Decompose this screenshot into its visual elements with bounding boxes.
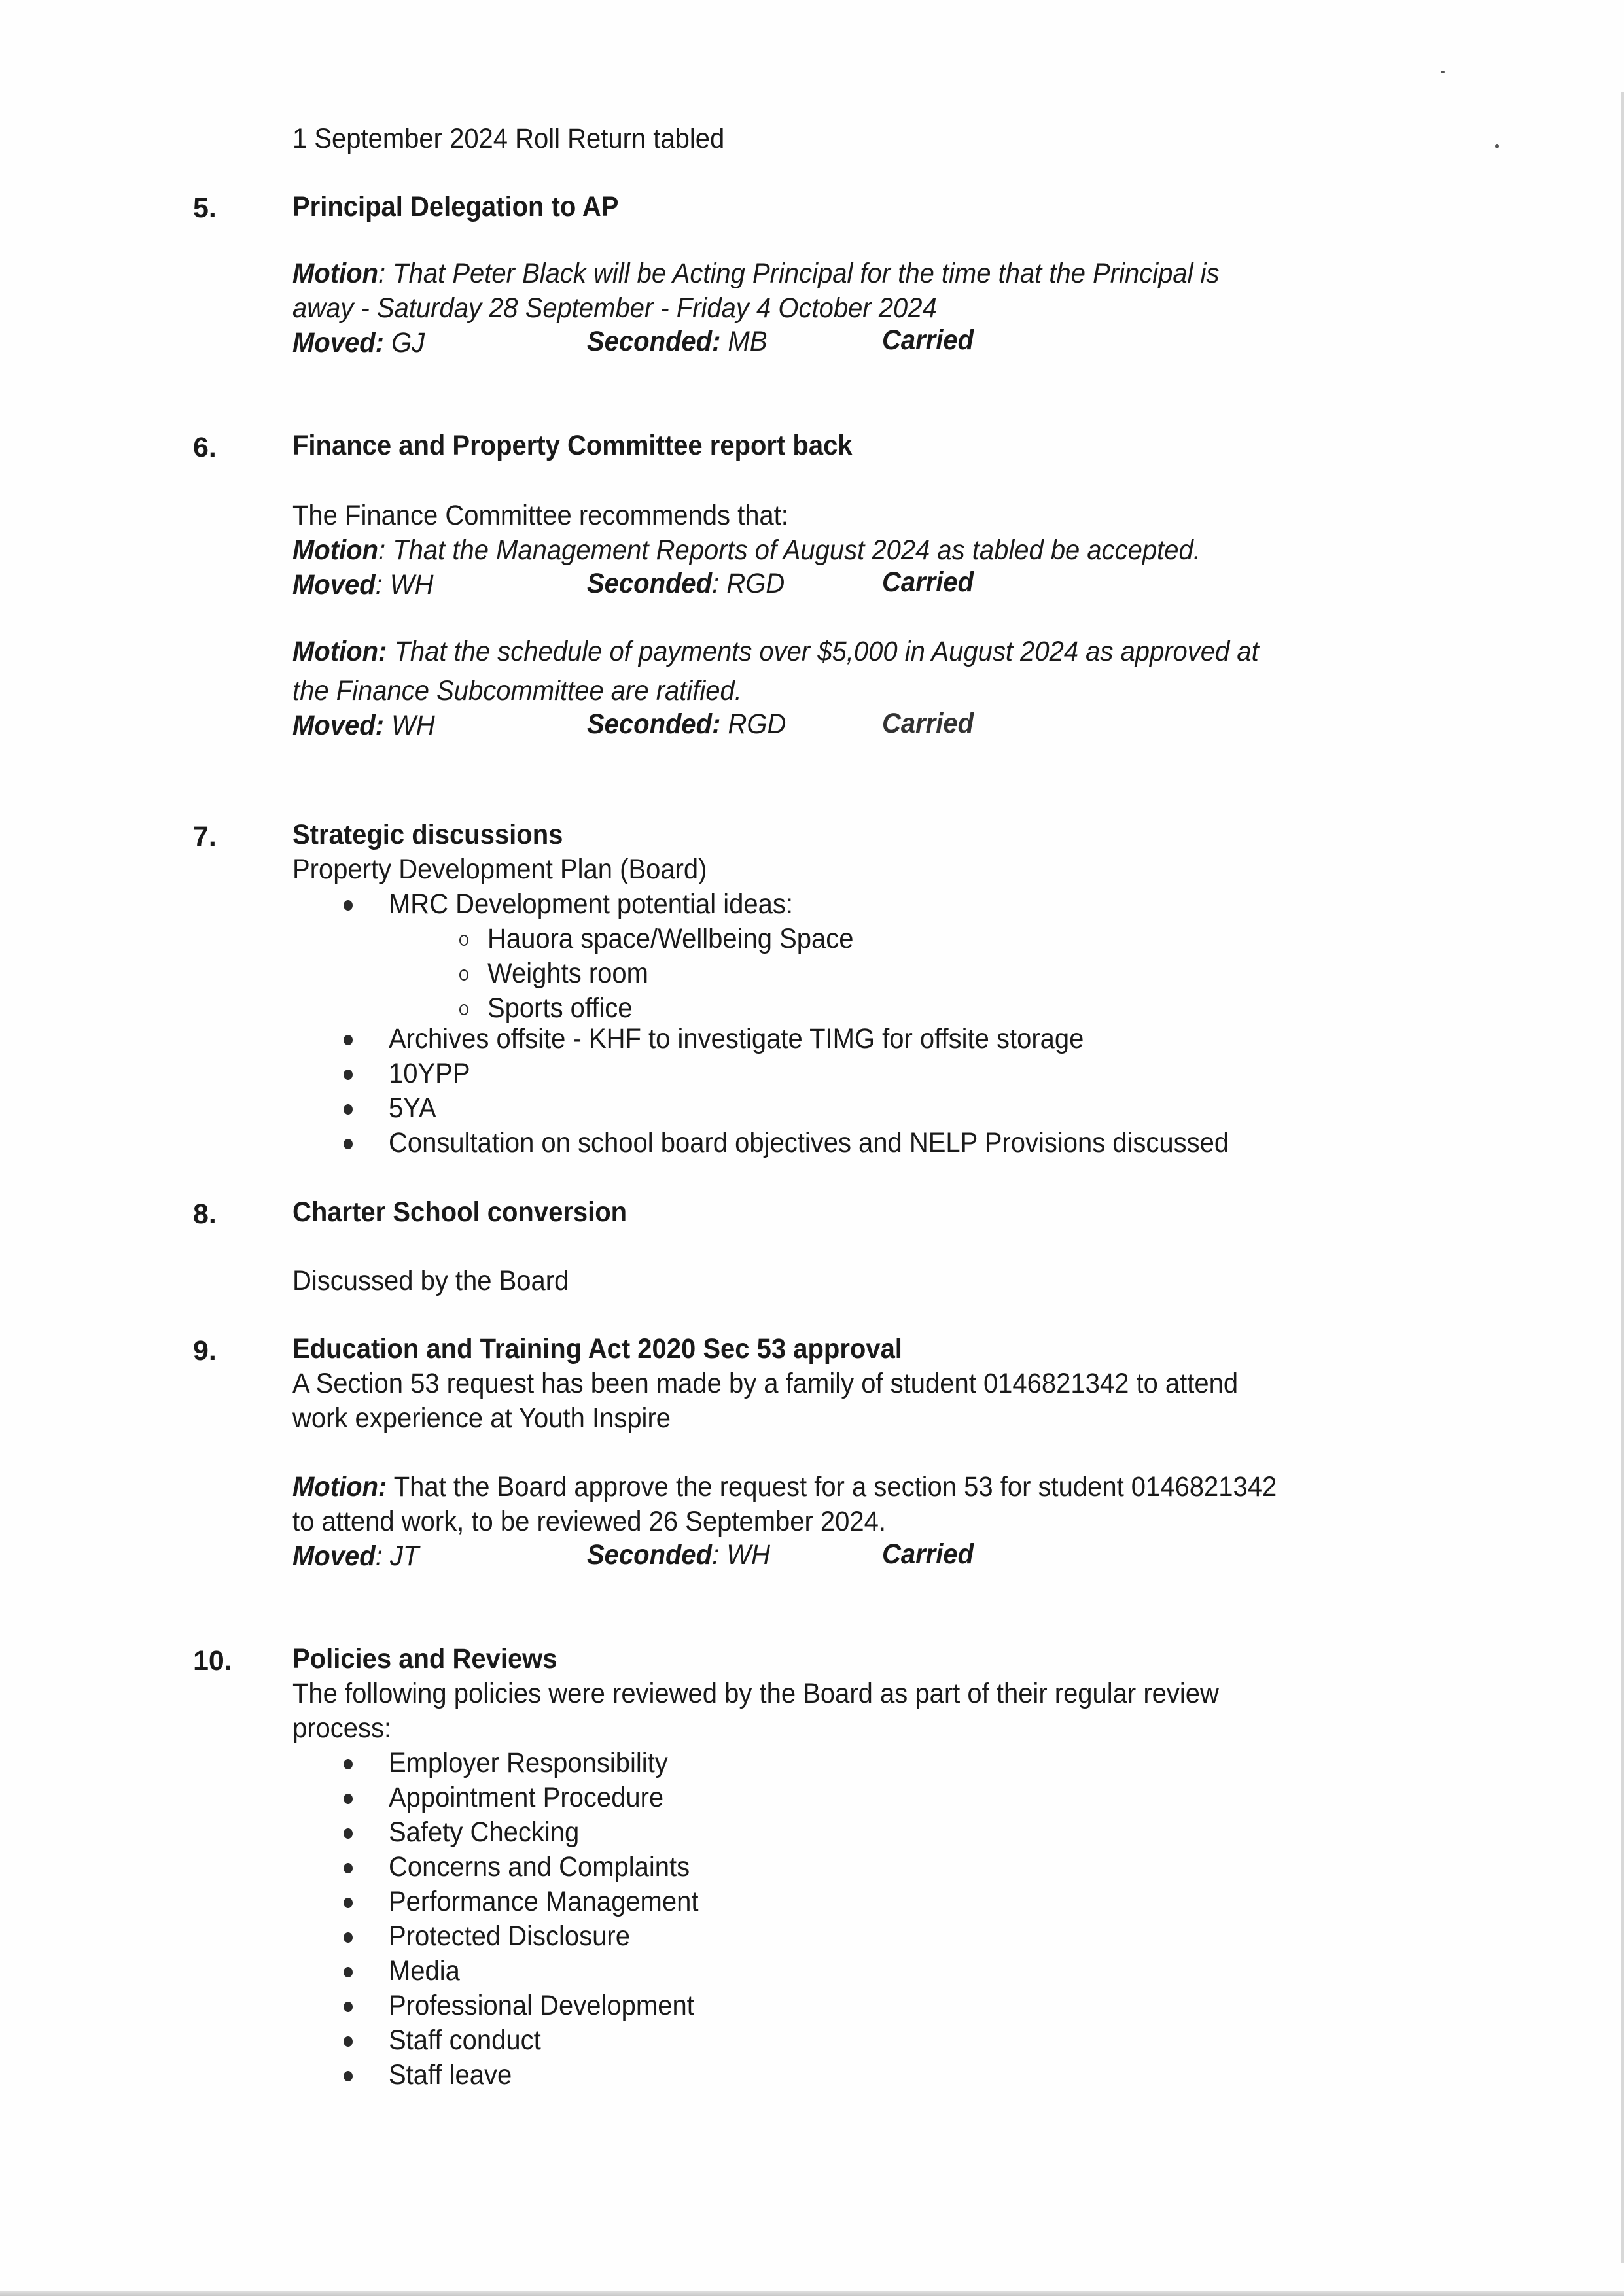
hollow-bullet-icon [459,1004,468,1015]
scan-edge-line [1621,92,1624,2263]
section-number: 7. [193,821,217,852]
section-number: 5. [193,192,217,224]
motion-text: Motion: That the Management Reports of August 2024 as tabled be accepted. [292,534,1201,566]
bullet-icon [344,1863,353,1873]
scan-speck [1441,71,1445,73]
section-number: 8. [193,1198,217,1230]
section-body: Discussed by the Board [292,1265,569,1296]
motion-text: Motion: That the Board approve the request for a section 53 for student 0146821342 [292,1471,1277,1503]
motion-label: Motion [292,258,379,289]
section-subtitle: Property Development Plan (Board) [292,854,707,885]
motion-label: Motion: [292,1471,387,1503]
section-number: 6. [193,432,217,463]
moved-by: Moved: GJ [292,327,425,358]
section-body: A Section 53 request has been made by a family of student 0146821342 to attend [292,1368,1239,1399]
motion-label: Motion: [292,636,387,667]
bullet-icon [344,1759,353,1769]
section-body-cont: work experience at Youth Inspire [292,1402,671,1434]
bullet-icon [344,1967,353,1977]
seconded-by: Seconded: RGD [587,708,786,740]
bullet-icon [344,1828,353,1839]
section-title: Principal Delegation to AP [292,191,619,222]
scan-bottom-edge [0,2291,1624,2296]
bullet-icon [344,900,353,911]
motion-label: Motion [292,534,379,566]
moved-by: Moved: WH [292,569,434,600]
roll-return-line: 1 September 2024 Roll Return tabled [292,123,725,154]
motion-text-cont: the Finance Subcommittee are ratified. [292,675,742,706]
section-intro: The Finance Committee recommends that: [292,500,788,531]
bullet-icon [344,1898,353,1908]
scan-speck [1495,144,1499,148]
bullet-icon [344,1104,353,1115]
section-body-cont: process: [292,1713,392,1744]
motion-text-cont: away - Saturday 28 September - Friday 4 October 2024 [292,292,937,324]
section-title: Finance and Property Committee report back [292,430,853,461]
section-title: Charter School conversion [292,1196,627,1228]
motion-text: Motion: That Peter Black will be Acting Principal for the time that the Principal is [292,258,1220,289]
motion-result: Carried [882,1539,974,1570]
seconded-by: Seconded: RGD [587,568,785,599]
bullet-icon [344,2071,353,2081]
motion-result: Carried [882,324,974,356]
motion-result: Carried [882,708,974,739]
motion-result: Carried [882,566,974,598]
section-title: Education and Training Act 2020 Sec 53 approval [292,1333,902,1365]
section-title: Strategic discussions [292,819,563,850]
bullet-icon [344,2036,353,2047]
moved-by: Moved: WH [292,710,435,741]
bullet-icon [344,1070,353,1080]
bullet-icon [344,1932,353,1943]
bullet-icon [344,1139,353,1149]
section-number: 10. [193,1645,232,1677]
hollow-bullet-icon [459,935,468,946]
section-title: Policies and Reviews [292,1643,557,1675]
motion-text-cont: to attend work, to be reviewed 26 September 2024. [292,1506,887,1537]
seconded-by: Seconded: WH [587,1539,770,1571]
scanned-page: 1 September 2024 Roll Return tabled 5. Principal Delegation to AP Motion: That Peter Black will be Acting Principal for the time that the Principal is away - Saturday 28 September - Friday 4 October 2024 Moved: GJ Seconded: MB Carried 6. Finance and Property Committee report back The Finance Committee recommends that: Motion: That the Management Reports of August 2024 as tabled be accepted. Moved: WH Seconded: RGD Carried Motion: That the schedule of payments over $5,000 in August 2024 as approved at the Finance Subcommittee are ratified. Moved: WH Seconded: RGD Carried 7. Strategic discussions Property Development Plan (Board) MRC Development potential ideas: Hauora space/Wellbeing Space Weights room Sports office Archives offsite - KHF to investigate TIMG for offsite storage 10YPP 5YA Consultation on school board objectives and NELP Provisions discussed 8. Charter School conversion Discussed by the Board 9. Education and Training Act 2020 Sec 53 approval A Section 53 request has been made by a family of student 0146821342 to attend work experience at Youth Inspire Motion: That the Board approve the request for a section 53 for student 0146821342 to attend work, to be reviewed 26 September 2024. Moved: JT Seconded: WH Carried 10. Policies and Reviews The following policies were reviewed by the Board as part of their regular review process: Employer Responsibility Appointment Procedure Safety Checking Concerns and Complaints Performance Management Protected Disclosure Media Professional Development Staff conduct Staff leave [0,0,1624,2296]
bullet-icon [344,1794,353,1804]
hollow-bullet-icon [459,969,468,981]
bullet-icon [344,2002,353,2012]
bullet-icon [344,1035,353,1045]
motion-text: Motion: That the schedule of payments over $5,000 in August 2024 as approved at [292,636,1259,667]
moved-by: Moved: JT [292,1540,419,1572]
section-body: The following policies were reviewed by the Board as part of their regular review [292,1678,1219,1709]
section-number: 9. [193,1335,217,1366]
seconded-by: Seconded: MB [587,326,768,357]
